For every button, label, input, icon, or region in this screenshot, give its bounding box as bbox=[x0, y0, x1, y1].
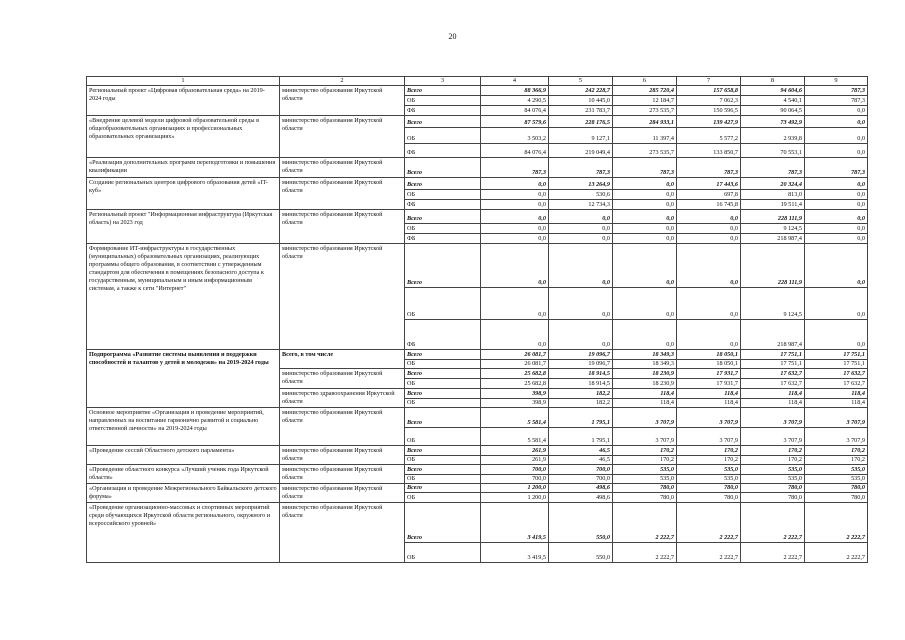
amount-cell: 787,3 bbox=[805, 158, 868, 178]
funding-source: ОБ bbox=[405, 379, 481, 389]
amount-cell: 700,0 bbox=[549, 465, 613, 475]
column-header: 8 bbox=[741, 77, 805, 86]
amount-cell: 17 751,1 bbox=[805, 360, 868, 369]
amount-cell: 261,9 bbox=[481, 456, 549, 465]
amount-cell: 535,0 bbox=[677, 465, 741, 475]
amount-cell: 118,4 bbox=[613, 398, 677, 408]
amount-cell: 398,9 bbox=[481, 389, 549, 399]
row-description: Создание региональных центров цифрового образования детей «IT-куб» bbox=[87, 178, 280, 210]
funding-source: Всего bbox=[405, 446, 481, 456]
funding-source: ОБ bbox=[405, 128, 481, 144]
amount-cell: 12 734,3 bbox=[549, 200, 613, 210]
budget-table bbox=[86, 76, 868, 563]
table-row bbox=[87, 503, 868, 543]
amount-cell: 17 632,7 bbox=[805, 379, 868, 389]
amount-cell: 3 707,9 bbox=[677, 408, 741, 428]
funding-source: Всего bbox=[405, 86, 481, 96]
amount-cell: 1 200,0 bbox=[481, 484, 549, 493]
amount-cell: 273 535,7 bbox=[613, 106, 677, 116]
amount-cell: 1 795,1 bbox=[549, 408, 613, 428]
amount-cell: 218 987,4 bbox=[741, 320, 805, 350]
amount-cell: 118,4 bbox=[613, 389, 677, 399]
amount-cell: 3 707,9 bbox=[805, 408, 868, 428]
amount-cell: 0,0 bbox=[805, 144, 868, 158]
amount-cell: 0,0 bbox=[481, 244, 549, 288]
amount-cell: 17 751,1 bbox=[741, 360, 805, 369]
amount-cell: 0,0 bbox=[805, 234, 868, 244]
amount-cell: 170,2 bbox=[677, 446, 741, 456]
funding-source: ФБ bbox=[405, 144, 481, 158]
table-row bbox=[87, 158, 868, 178]
amount-cell: 9 124,5 bbox=[741, 224, 805, 234]
funding-source: ОБ bbox=[405, 474, 481, 484]
amount-cell: 231 783,7 bbox=[549, 106, 613, 116]
amount-cell: 0,0 bbox=[549, 234, 613, 244]
funding-source: ФБ bbox=[405, 106, 481, 116]
amount-cell: 498,6 bbox=[549, 484, 613, 493]
amount-cell: 285 720,4 bbox=[613, 86, 677, 96]
amount-cell: 0,0 bbox=[549, 224, 613, 234]
amount-cell: 530,6 bbox=[549, 190, 613, 200]
amount-cell: 780,0 bbox=[613, 484, 677, 493]
amount-cell: 2 222,7 bbox=[677, 503, 741, 543]
amount-cell: 90 064,5 bbox=[741, 106, 805, 116]
amount-cell: 0,0 bbox=[481, 190, 549, 200]
amount-cell: 218 987,4 bbox=[741, 234, 805, 244]
amount-cell: 0,0 bbox=[677, 288, 741, 320]
amount-cell: 2 222,7 bbox=[805, 543, 868, 563]
amount-cell: 0,0 bbox=[805, 178, 868, 190]
amount-cell: 787,3 bbox=[677, 158, 741, 178]
amount-cell: 0,0 bbox=[613, 288, 677, 320]
table-row bbox=[87, 178, 868, 190]
amount-cell: 2 222,7 bbox=[677, 543, 741, 563]
funding-source: ФБ bbox=[405, 200, 481, 210]
amount-cell: 0,0 bbox=[481, 210, 549, 224]
amount-cell: 26 081,7 bbox=[481, 350, 549, 360]
amount-cell: 170,2 bbox=[805, 446, 868, 456]
amount-cell: 2 222,7 bbox=[613, 543, 677, 563]
amount-cell: 261,9 bbox=[481, 446, 549, 456]
funding-source: Всего bbox=[405, 116, 481, 128]
funding-source: ОБ bbox=[405, 456, 481, 465]
table-row bbox=[87, 210, 868, 224]
amount-cell: 780,0 bbox=[805, 493, 868, 503]
amount-cell: 787,3 bbox=[741, 158, 805, 178]
amount-cell: 0,0 bbox=[481, 234, 549, 244]
funding-source: ОБ bbox=[405, 543, 481, 563]
funding-source: Всего bbox=[405, 210, 481, 224]
amount-cell: 170,2 bbox=[741, 446, 805, 456]
amount-cell: 94 604,6 bbox=[741, 86, 805, 96]
amount-cell: 2 222,7 bbox=[741, 543, 805, 563]
responsible-organization: министерство образования Иркутской области bbox=[280, 158, 405, 178]
table-row bbox=[87, 408, 868, 428]
column-header: 5 bbox=[549, 77, 613, 86]
amount-cell: 70 553,1 bbox=[741, 144, 805, 158]
amount-cell: 2 222,7 bbox=[613, 503, 677, 543]
table-row bbox=[87, 465, 868, 475]
column-header: 6 bbox=[613, 77, 677, 86]
amount-cell: 19 096,7 bbox=[549, 350, 613, 360]
amount-cell: 2 222,7 bbox=[805, 503, 868, 543]
amount-cell: 7 062,3 bbox=[677, 96, 741, 106]
responsible-organization: министерство образования Иркутской области bbox=[280, 446, 405, 465]
amount-cell: 535,0 bbox=[613, 474, 677, 484]
funding-source: Всего bbox=[405, 408, 481, 428]
amount-cell: 0,0 bbox=[549, 210, 613, 224]
amount-cell: 3 707,9 bbox=[677, 428, 741, 446]
amount-cell: 170,2 bbox=[677, 456, 741, 465]
responsible-organization: министерство образования Иркутской области bbox=[280, 244, 405, 350]
funding-source: ОБ bbox=[405, 398, 481, 408]
amount-cell: 18 349,3 bbox=[613, 360, 677, 369]
responsible-organization: Всего, в том числе bbox=[280, 350, 405, 369]
amount-cell: 18 914,5 bbox=[549, 369, 613, 379]
funding-source: Всего bbox=[405, 244, 481, 288]
amount-cell: 242 228,7 bbox=[549, 86, 613, 96]
funding-source: ОБ bbox=[405, 190, 481, 200]
amount-cell: 2 222,7 bbox=[741, 503, 805, 543]
amount-cell: 150 596,5 bbox=[677, 106, 741, 116]
amount-cell: 18 230,9 bbox=[613, 369, 677, 379]
funding-source: ФБ bbox=[405, 234, 481, 244]
amount-cell: 18 230,9 bbox=[613, 379, 677, 389]
funding-source: Всего bbox=[405, 389, 481, 399]
page-number: 20 bbox=[448, 32, 457, 41]
amount-cell: 170,2 bbox=[613, 456, 677, 465]
amount-cell: 787,3 bbox=[613, 158, 677, 178]
amount-cell: 3 419,5 bbox=[481, 543, 549, 563]
amount-cell: 0,0 bbox=[549, 320, 613, 350]
amount-cell: 1 200,0 bbox=[481, 493, 549, 503]
amount-cell: 0,0 bbox=[481, 320, 549, 350]
amount-cell: 17 751,1 bbox=[741, 350, 805, 360]
amount-cell: 88 366,9 bbox=[481, 86, 549, 96]
amount-cell: 0,0 bbox=[677, 210, 741, 224]
amount-cell: 0,0 bbox=[677, 234, 741, 244]
funding-source: Всего bbox=[405, 369, 481, 379]
table-row bbox=[87, 484, 868, 493]
amount-cell: 18 050,1 bbox=[677, 360, 741, 369]
amount-cell: 0,0 bbox=[805, 320, 868, 350]
funding-source: Всего bbox=[405, 465, 481, 475]
amount-cell: 0,0 bbox=[805, 106, 868, 116]
amount-cell: 780,0 bbox=[677, 484, 741, 493]
responsible-organization: министерство здравоохранения Иркутской области bbox=[280, 389, 405, 408]
table-row bbox=[87, 244, 868, 288]
amount-cell: 0,0 bbox=[805, 210, 868, 224]
amount-cell: 228 111,9 bbox=[741, 210, 805, 224]
funding-source: ФБ bbox=[405, 320, 481, 350]
amount-cell: 170,2 bbox=[805, 456, 868, 465]
amount-cell: 5 577,2 bbox=[677, 128, 741, 144]
amount-cell: 0,0 bbox=[481, 200, 549, 210]
amount-cell: 12 184,7 bbox=[613, 96, 677, 106]
amount-cell: 700,0 bbox=[549, 474, 613, 484]
amount-cell: 13 264,9 bbox=[549, 178, 613, 190]
amount-cell: 0,0 bbox=[613, 178, 677, 190]
amount-cell: 535,0 bbox=[613, 465, 677, 475]
amount-cell: 0,0 bbox=[805, 116, 868, 128]
amount-cell: 780,0 bbox=[741, 484, 805, 493]
amount-cell: 700,0 bbox=[481, 465, 549, 475]
responsible-organization: министерство образования Иркутской области bbox=[280, 210, 405, 244]
amount-cell: 535,0 bbox=[805, 474, 868, 484]
amount-cell: 535,0 bbox=[677, 474, 741, 484]
amount-cell: 0,0 bbox=[805, 200, 868, 210]
amount-cell: 550,0 bbox=[549, 503, 613, 543]
amount-cell: 133 850,7 bbox=[677, 144, 741, 158]
amount-cell: 157 658,8 bbox=[677, 86, 741, 96]
amount-cell: 0,0 bbox=[805, 288, 868, 320]
column-header: 3 bbox=[405, 77, 481, 86]
amount-cell: 1 795,1 bbox=[549, 428, 613, 446]
amount-cell: 398,9 bbox=[481, 398, 549, 408]
table-row bbox=[87, 86, 868, 96]
responsible-organization: министерство образования Иркутской области bbox=[280, 408, 405, 446]
amount-cell: 3 503,2 bbox=[481, 128, 549, 144]
amount-cell: 813,0 bbox=[741, 190, 805, 200]
table-body bbox=[87, 77, 868, 563]
amount-cell: 780,0 bbox=[741, 493, 805, 503]
responsible-organization: министерство образования Иркутской области bbox=[280, 503, 405, 563]
funding-source: Всего bbox=[405, 158, 481, 178]
amount-cell: 18 349,3 bbox=[613, 350, 677, 360]
amount-cell: 780,0 bbox=[805, 484, 868, 493]
funding-source: ОБ bbox=[405, 96, 481, 106]
amount-cell: 0,0 bbox=[549, 244, 613, 288]
amount-cell: 25 682,8 bbox=[481, 379, 549, 389]
amount-cell: 17 931,7 bbox=[677, 379, 741, 389]
row-description: Региональный проект "Информационная инфраструктура (Иркутская область) на 2023 год bbox=[87, 210, 280, 244]
amount-cell: 9 127,1 bbox=[549, 128, 613, 144]
row-description: Формирование ИТ-инфраструктуры в государственных (муниципальных) образовательных организациях, реализующих программы общего образования, в соответствии с утвержденным стандартом для обеспечения в помещениях безопасного доступа к государственным, муниципальным и иным информационным системам, а также к сети "Интернет" bbox=[87, 244, 280, 350]
amount-cell: 0,0 bbox=[481, 224, 549, 234]
amount-cell: 0,0 bbox=[677, 244, 741, 288]
amount-cell: 5 581,4 bbox=[481, 408, 549, 428]
funding-source: ОБ bbox=[405, 360, 481, 369]
responsible-organization: министерство образования Иркутской области bbox=[280, 86, 405, 116]
amount-cell: 5 581,4 bbox=[481, 428, 549, 446]
amount-cell: 118,4 bbox=[741, 398, 805, 408]
funding-source: ОБ bbox=[405, 288, 481, 320]
amount-cell: 0,0 bbox=[805, 244, 868, 288]
amount-cell: 0,0 bbox=[805, 224, 868, 234]
amount-cell: 0,0 bbox=[613, 210, 677, 224]
amount-cell: 17 632,7 bbox=[741, 369, 805, 379]
column-header: 1 bbox=[87, 77, 280, 86]
amount-cell: 0,0 bbox=[481, 178, 549, 190]
funding-source: Всего bbox=[405, 503, 481, 543]
table-row bbox=[87, 116, 868, 128]
amount-cell: 19 096,7 bbox=[549, 360, 613, 369]
column-header: 2 bbox=[280, 77, 405, 86]
amount-cell: 3 707,9 bbox=[613, 428, 677, 446]
responsible-organization: министерство образования Иркутской области bbox=[280, 465, 405, 484]
row-description: Подпрограмма «Развитие системы выявления и поддержки способностей и талантов у детей и молодежи» на 2019-2024 годы bbox=[87, 350, 280, 408]
amount-cell: 118,4 bbox=[741, 389, 805, 399]
column-header: 4 bbox=[481, 77, 549, 86]
amount-cell: 780,0 bbox=[613, 493, 677, 503]
responsible-organization: министерство образования Иркутской области bbox=[280, 369, 405, 389]
amount-cell: 182,2 bbox=[549, 398, 613, 408]
amount-cell: 697,8 bbox=[677, 190, 741, 200]
funding-source: ОБ bbox=[405, 428, 481, 446]
amount-cell: 0,0 bbox=[805, 190, 868, 200]
amount-cell: 87 579,6 bbox=[481, 116, 549, 128]
row-description: Основное мероприятие «Организация и проведение мероприятий, направленных на воспитание гармонично развитой и социально ответственной личности» на 2019-2024 годы bbox=[87, 408, 280, 446]
row-description: «Проведение сессий Областного детского парламента» bbox=[87, 446, 280, 465]
amount-cell: 84 076,4 bbox=[481, 106, 549, 116]
amount-cell: 0,0 bbox=[613, 234, 677, 244]
amount-cell: 18 914,5 bbox=[549, 379, 613, 389]
amount-cell: 780,0 bbox=[677, 493, 741, 503]
amount-cell: 787,3 bbox=[549, 158, 613, 178]
amount-cell: 228 111,9 bbox=[741, 244, 805, 288]
amount-cell: 0,0 bbox=[805, 128, 868, 144]
amount-cell: 0,0 bbox=[677, 320, 741, 350]
amount-cell: 700,0 bbox=[481, 474, 549, 484]
amount-cell: 4 540,1 bbox=[741, 96, 805, 106]
amount-cell: 535,0 bbox=[741, 474, 805, 484]
amount-cell: 170,2 bbox=[741, 456, 805, 465]
amount-cell: 139 427,9 bbox=[677, 116, 741, 128]
amount-cell: 4 290,5 bbox=[481, 96, 549, 106]
amount-cell: 19 511,4 bbox=[741, 200, 805, 210]
funding-source: Всего bbox=[405, 484, 481, 493]
amount-cell: 3 707,9 bbox=[613, 408, 677, 428]
amount-cell: 118,4 bbox=[677, 398, 741, 408]
amount-cell: 787,3 bbox=[481, 158, 549, 178]
funding-source: Всего bbox=[405, 350, 481, 360]
row-description: Региональный проект «Цифровая образовательная среда» на 2019-2024 годы bbox=[87, 86, 280, 116]
amount-cell: 182,2 bbox=[549, 389, 613, 399]
amount-cell: 787,3 bbox=[805, 86, 868, 96]
amount-cell: 26 081,7 bbox=[481, 360, 549, 369]
row-description: «Внедрение целевой модели цифровой образовательной среды в общеобразовательных организациях и профессиональных образовательных организациях» bbox=[87, 116, 280, 158]
amount-cell: 284 933,1 bbox=[613, 116, 677, 128]
funding-source: ОБ bbox=[405, 224, 481, 234]
amount-cell: 18 050,1 bbox=[677, 350, 741, 360]
amount-cell: 3 707,9 bbox=[741, 428, 805, 446]
amount-cell: 17 443,6 bbox=[677, 178, 741, 190]
amount-cell: 10 445,0 bbox=[549, 96, 613, 106]
row-description: «Проведение организационно-массовых и спортивных мероприятий среди обучающихся Иркутской области регионального, окружного и всероссийского уровней» bbox=[87, 503, 280, 563]
amount-cell: 0,0 bbox=[613, 200, 677, 210]
column-header: 7 bbox=[677, 77, 741, 86]
amount-cell: 0,0 bbox=[677, 224, 741, 234]
amount-cell: 73 492,9 bbox=[741, 116, 805, 128]
amount-cell: 219 049,4 bbox=[549, 144, 613, 158]
amount-cell: 118,4 bbox=[805, 389, 868, 399]
responsible-organization: министерство образования Иркутской области bbox=[280, 116, 405, 158]
funding-source: Всего bbox=[405, 178, 481, 190]
amount-cell: 20 324,4 bbox=[741, 178, 805, 190]
amount-cell: 46,5 bbox=[549, 456, 613, 465]
amount-cell: 228 176,5 bbox=[549, 116, 613, 128]
amount-cell: 273 535,7 bbox=[613, 144, 677, 158]
amount-cell: 0,0 bbox=[613, 320, 677, 350]
amount-cell: 17 632,7 bbox=[741, 379, 805, 389]
amount-cell: 16 745,8 bbox=[677, 200, 741, 210]
amount-cell: 118,4 bbox=[677, 389, 741, 399]
amount-cell: 25 682,8 bbox=[481, 369, 549, 379]
amount-cell: 170,2 bbox=[613, 446, 677, 456]
amount-cell: 11 397,4 bbox=[613, 128, 677, 144]
table-row bbox=[87, 446, 868, 456]
amount-cell: 3 419,5 bbox=[481, 503, 549, 543]
funding-source: ОБ bbox=[405, 493, 481, 503]
row-description: «Проведение областного конкурса «Лучший ученик года Иркутской области» bbox=[87, 465, 280, 484]
header-row bbox=[87, 77, 868, 86]
amount-cell: 550,0 bbox=[549, 543, 613, 563]
amount-cell: 3 707,9 bbox=[741, 408, 805, 428]
amount-cell: 118,4 bbox=[805, 398, 868, 408]
amount-cell: 17 931,7 bbox=[677, 369, 741, 379]
row-description: «Реализация дополнительных программ переподготовки и повышения квалификации bbox=[87, 158, 280, 178]
table-row bbox=[87, 350, 868, 360]
amount-cell: 2 939,8 bbox=[741, 128, 805, 144]
amount-cell: 46,5 bbox=[549, 446, 613, 456]
amount-cell: 535,0 bbox=[805, 465, 868, 475]
amount-cell: 3 707,9 bbox=[805, 428, 868, 446]
amount-cell: 9 124,5 bbox=[741, 288, 805, 320]
amount-cell: 0,0 bbox=[613, 190, 677, 200]
amount-cell: 787,3 bbox=[805, 96, 868, 106]
amount-cell: 0,0 bbox=[549, 288, 613, 320]
amount-cell: 17 632,7 bbox=[805, 369, 868, 379]
amount-cell: 498,6 bbox=[549, 493, 613, 503]
row-description: «Организация и проведение Межрегионального Байкальского детского форума» bbox=[87, 484, 280, 503]
responsible-organization: министерство образования Иркутской области bbox=[280, 178, 405, 210]
amount-cell: 17 751,1 bbox=[805, 350, 868, 360]
amount-cell: 0,0 bbox=[481, 288, 549, 320]
column-header: 9 bbox=[805, 77, 868, 86]
amount-cell: 0,0 bbox=[613, 244, 677, 288]
amount-cell: 84 076,4 bbox=[481, 144, 549, 158]
amount-cell: 535,0 bbox=[741, 465, 805, 475]
responsible-organization: министерство образования Иркутской области bbox=[280, 484, 405, 503]
amount-cell: 0,0 bbox=[613, 224, 677, 234]
